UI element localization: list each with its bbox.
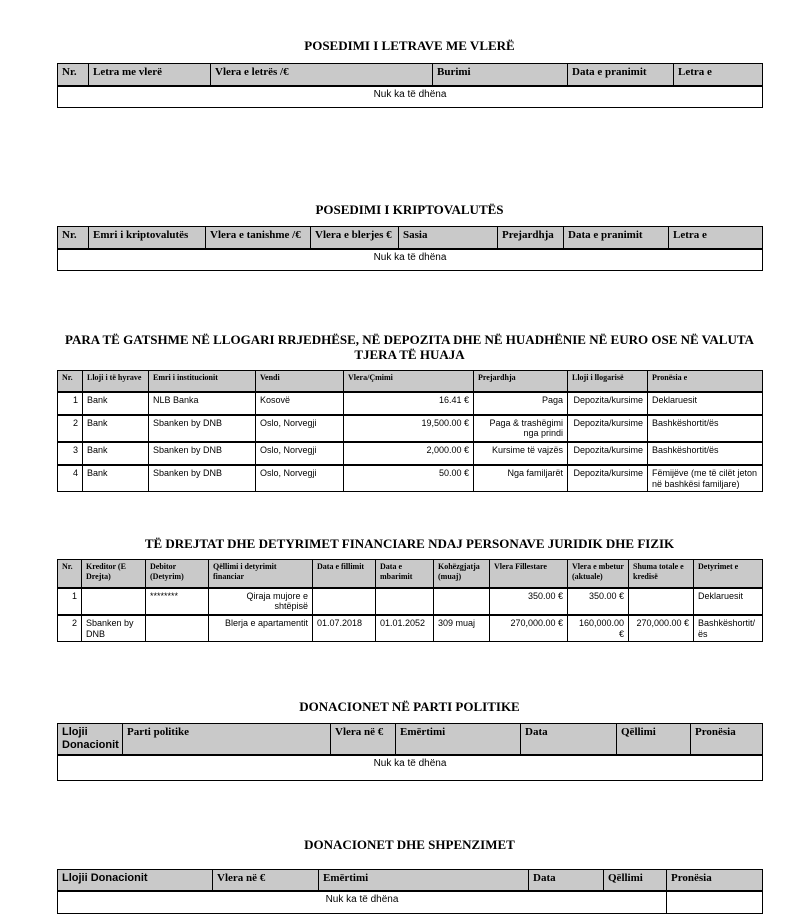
header-cell: Letra me vlerë: [89, 64, 211, 86]
cell: [629, 588, 694, 615]
header-cell: Pronësia e: [648, 371, 763, 392]
section-title-securities: POSEDIMI I LETRAVE ME VLERË: [304, 38, 515, 53]
header-cell: Emri i institucionit: [149, 371, 256, 392]
section-title-obligations: TË DREJTAT DHE DETYRIMET FINANCIARE NDAJ PERSONAVE JURIDIK DHE FIZIK: [144, 536, 675, 552]
cell: [376, 588, 434, 615]
crypto-header-row: [58, 227, 763, 249]
securities-header-row: [58, 64, 763, 86]
donations-expenses-header-row: [58, 869, 763, 891]
cell: 160,000.00 €: [568, 615, 629, 642]
cell: Depozita/kursime: [568, 415, 648, 442]
cell: 16.41 €: [344, 392, 474, 415]
header-cell: Lloji i llogarisë: [568, 371, 648, 392]
cell: Oslo, Norvegji: [256, 415, 344, 442]
cell: 1: [58, 392, 83, 415]
cell: Sbanken by DNB: [82, 615, 146, 642]
no-data-cell: Nuk ka të dhëna: [58, 86, 763, 108]
cell: Deklaruesit: [694, 588, 763, 615]
table-row: [58, 465, 763, 492]
no-data-cell: Nuk ka të dhëna: [58, 891, 667, 913]
header-cell: Pronësia: [667, 869, 763, 891]
header-cell: Vlera e tanishme /€: [206, 227, 311, 249]
cell: Deklaruesit: [648, 392, 763, 415]
table-row: [58, 615, 763, 642]
cell: [146, 615, 209, 642]
cell: 3: [58, 442, 83, 465]
cell: Blerja e apartamentit: [209, 615, 313, 642]
header-cell: Nr.: [58, 560, 82, 588]
empty-data-row: [58, 891, 763, 913]
cell: Bank: [83, 465, 149, 492]
cell: [82, 588, 146, 615]
cell: Depozita/kursime: [568, 392, 648, 415]
header-cell: Debitor (Detyrim): [146, 560, 209, 588]
cell: 2: [58, 415, 83, 442]
header-cell: Vlera e mbetur (aktuale): [568, 560, 629, 588]
header-cell: Emërtimi: [396, 724, 521, 755]
cell: Bank: [83, 392, 149, 415]
header-cell: Nr.: [58, 64, 89, 86]
header-cell: Vlera Fillestare: [490, 560, 568, 588]
cell: Depozita/kursime: [568, 465, 648, 492]
header-cell: Emri i kriptovalutës: [89, 227, 206, 249]
header-cell: Detyrimet e: [694, 560, 763, 588]
header-cell: Vlera në €: [213, 869, 319, 891]
cell: 350.00 €: [490, 588, 568, 615]
header-cell: Data e fillimit: [313, 560, 376, 588]
cell: Sbanken by DNB: [149, 442, 256, 465]
table-row: [58, 415, 763, 442]
header-cell: Prejardhja: [498, 227, 564, 249]
header-cell: Vlera e letrës /€: [211, 64, 433, 86]
header-cell: Emërtimi: [319, 869, 529, 891]
cell: Nga familjarët: [474, 465, 568, 492]
header-cell: Parti politike: [123, 724, 331, 755]
cell: 309 muaj: [434, 615, 490, 642]
cell: ********: [146, 588, 209, 615]
cell: Bashkëshortit/ës: [648, 442, 763, 465]
header-cell: Letra e: [669, 227, 763, 249]
header-cell: Data e pranimit: [564, 227, 669, 249]
section-title-crypto: POSEDIMI I KRIPTOVALUTËS: [315, 202, 504, 218]
section-title-party-donations: DONACIONET NË PARTI POLITIKE: [299, 699, 520, 715]
table-row: [58, 588, 763, 615]
cell: Bank: [83, 442, 149, 465]
cell: 2,000.00 €: [344, 442, 474, 465]
header-cell: Llojii Donacionit: [58, 724, 123, 755]
cell: Kosovë: [256, 392, 344, 415]
table-row: [58, 392, 763, 415]
party-donations-table: [57, 723, 763, 780]
empty-data-row: [58, 86, 763, 108]
header-cell: Kreditor (E Drejta): [82, 560, 146, 588]
cell: [313, 588, 376, 615]
cell: Oslo, Norvegji: [256, 465, 344, 492]
header-cell: Nr.: [58, 371, 83, 392]
no-data-cell: Nuk ka të dhëna: [58, 755, 763, 780]
header-cell: Vlera në €: [331, 724, 396, 755]
cash-table: [57, 370, 763, 492]
obligations-table: [57, 559, 763, 642]
empty-cell: [667, 891, 763, 913]
header-cell: Qëllimi: [604, 869, 667, 891]
section-title-cash: PARA TË GATSHME NË LLOGARI RRJEDHËSE, NË DEPOZITA DHE NË HUADHËNIE NË EURO OSE NË VALUTA TJERA TË HUAJA: [65, 332, 754, 363]
crypto-table: [57, 226, 763, 271]
header-cell: Shuma totale e kredisë: [629, 560, 694, 588]
cell: Depozita/kursime: [568, 442, 648, 465]
cell: Sbanken by DNB: [149, 415, 256, 442]
cell: 270,000.00 €: [490, 615, 568, 642]
empty-data-row: [58, 755, 763, 780]
cell: 2: [58, 615, 82, 642]
header-cell: Qëllimi i detyrimit financiar: [209, 560, 313, 588]
empty-data-row: [58, 249, 763, 271]
cell: Qiraja mujore e shtëpisë: [209, 588, 313, 615]
header-cell: Burimi: [433, 64, 568, 86]
header-cell: Letra e: [674, 64, 763, 86]
header-cell: Data e mbarimit: [376, 560, 434, 588]
cell: NLB Banka: [149, 392, 256, 415]
cell: Sbanken by DNB: [149, 465, 256, 492]
cell: 01.01.2052: [376, 615, 434, 642]
cell: 50.00 €: [344, 465, 474, 492]
cell: Paga: [474, 392, 568, 415]
table-row: [58, 442, 763, 465]
cell: Kursime të vajzës: [474, 442, 568, 465]
cell: Fëmijëve (me të cilët jeton në bashkësi familjare): [648, 465, 763, 492]
no-data-cell: Nuk ka të dhëna: [58, 249, 763, 271]
header-cell: Kohëzgjatja (muaj): [434, 560, 490, 588]
cell: 270,000.00 €: [629, 615, 694, 642]
cell: [434, 588, 490, 615]
cash-header-row: [58, 371, 763, 392]
header-cell: Vlera/Çmimi: [344, 371, 474, 392]
header-cell: Lloji i të hyrave: [83, 371, 149, 392]
cell: 4: [58, 465, 83, 492]
cell: 19,500.00 €: [344, 415, 474, 442]
cell: Bashkëshortit/ës: [648, 415, 763, 442]
header-cell: Nr.: [58, 227, 89, 249]
header-cell: Prejardhja: [474, 371, 568, 392]
party-donations-header-row: [58, 724, 763, 755]
document-content: [57, 38, 762, 914]
cell: Oslo, Norvegji: [256, 442, 344, 465]
header-cell: Pronësia: [691, 724, 763, 755]
obligations-header-row: [58, 560, 763, 588]
section-title-donations-expenses: DONACIONET DHE SHPENZIMET: [304, 836, 515, 852]
cell: Bank: [83, 415, 149, 442]
cell: 350.00 €: [568, 588, 629, 615]
header-cell: Vlera e blerjes €: [311, 227, 399, 249]
cell: Bashkëshortit/ës: [694, 615, 763, 642]
cell: 01.07.2018: [313, 615, 376, 642]
header-cell: Data e pranimit: [568, 64, 674, 86]
cell: 1: [58, 588, 82, 615]
header-cell: Vendi: [256, 371, 344, 392]
cell: Paga & trashëgimi nga prindi: [474, 415, 568, 442]
securities-table: [57, 63, 763, 108]
header-cell: Data: [529, 869, 604, 891]
header-cell: Sasia: [399, 227, 498, 249]
header-cell: Data: [521, 724, 617, 755]
header-cell: Llojii Donacionit: [58, 869, 213, 891]
header-cell: Qëllimi: [617, 724, 691, 755]
